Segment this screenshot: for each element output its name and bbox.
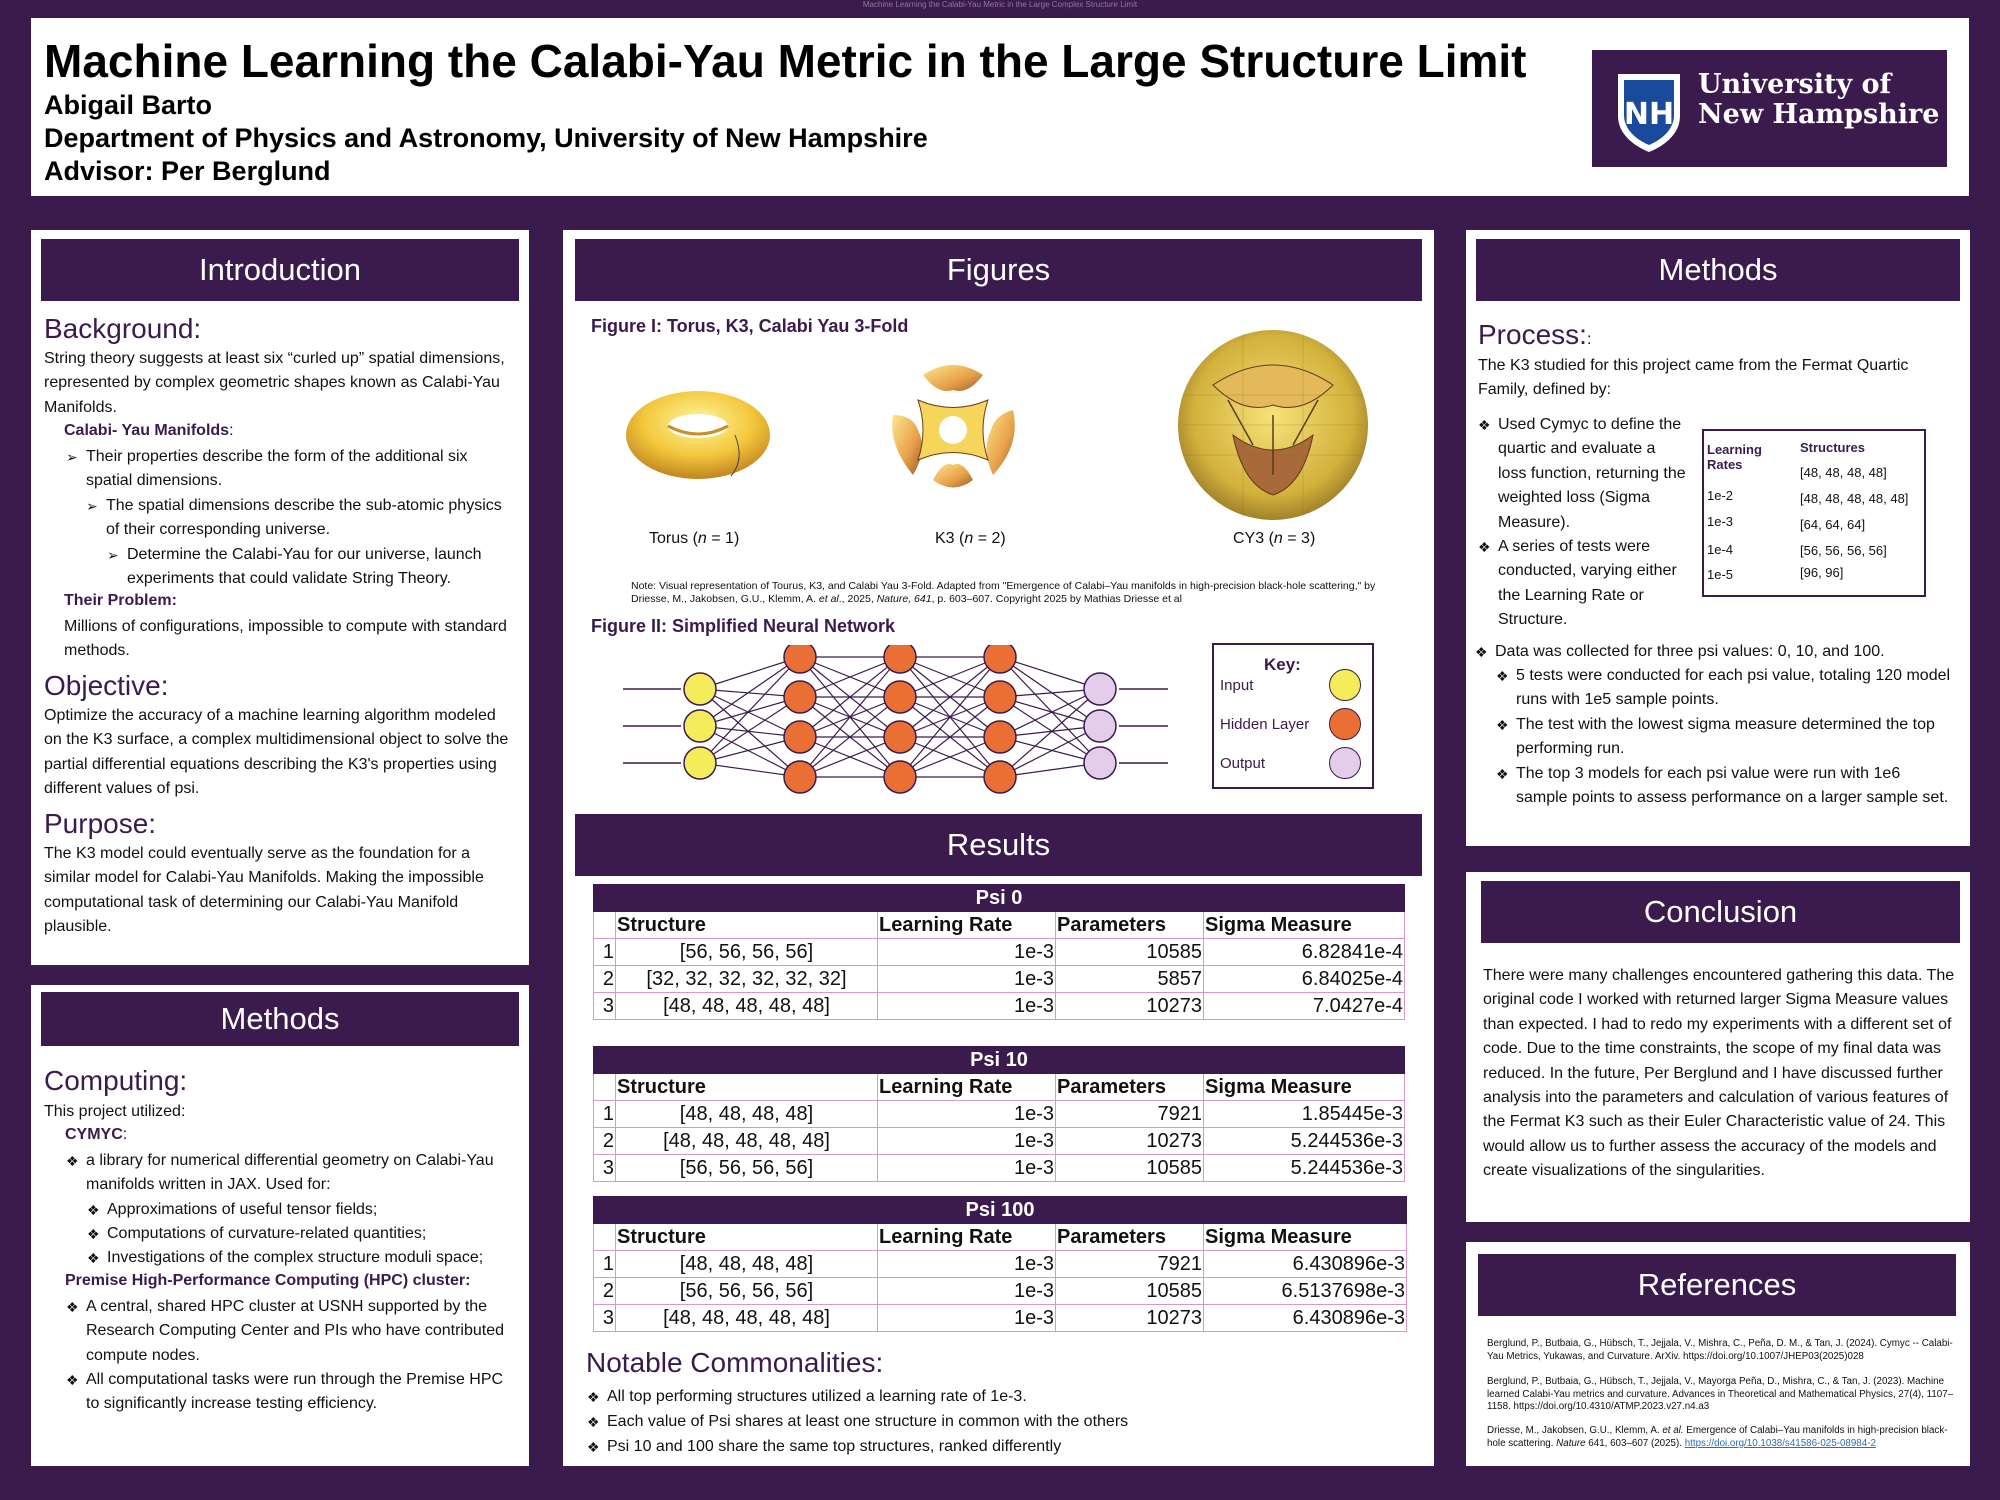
- structures-header: Structures: [1800, 440, 1866, 455]
- sigma-cell: 5.244536e-3: [1204, 1128, 1405, 1155]
- column-header: Structure: [616, 1074, 878, 1101]
- notable-heading: Notable Commonalities:: [586, 1347, 884, 1378]
- key-hidden-label: Hidden Layer: [1220, 716, 1310, 733]
- nn-hidden-node: [984, 761, 1016, 793]
- nn-hidden-node: [784, 681, 816, 713]
- key-output-swatch: [1329, 747, 1361, 779]
- cymyc-bullet: ❖ a library for numerical differential geometry on Calabi-Yau manifolds written in JAX. Used for:: [86, 1149, 516, 1198]
- sigma-cell: 5.244536e-3: [1204, 1155, 1405, 1182]
- column-header: Learning Rate: [878, 912, 1056, 939]
- parameters-cell: 10273: [1056, 1305, 1204, 1332]
- learning-rate-cell: 1e-3: [878, 939, 1056, 966]
- process-bullet-2: ❖ A series of tests were conducted, varying either the Learning Rate or Structure.: [1498, 535, 1688, 633]
- cy-colon: :: [229, 422, 234, 439]
- structure-cell: [56, 56, 56, 56]: [616, 1155, 878, 1182]
- row-index: 1: [594, 1251, 616, 1278]
- intro-bullet-2: ➢ The spatial dimensions describe the sub-atomic physics of their corresponding universe.: [106, 494, 516, 543]
- diamond-bullet-icon: ❖: [66, 1299, 79, 1315]
- department: Department of Physics and Astronomy, University of New Hampshire: [44, 123, 928, 153]
- sigma-cell: 6.5137698e-3: [1204, 1278, 1407, 1305]
- author: Abigail Barto: [44, 90, 213, 120]
- row-index: 2: [594, 966, 616, 993]
- structure-value: [64, 64, 64]: [1800, 517, 1866, 532]
- references-panel: [1466, 1242, 1970, 1466]
- diamond-bullet-icon: ❖: [87, 1226, 100, 1242]
- parameters-cell: 5857: [1056, 966, 1204, 993]
- cymyc-sub-1: ❖ Approximations of useful tensor fields;: [107, 1198, 517, 1222]
- structure-value: [48, 48, 48, 48]: [1800, 465, 1887, 480]
- table-title: Psi 10: [594, 1047, 1405, 1074]
- parameters-cell: 7921: [1056, 1251, 1204, 1278]
- table-row: [594, 1155, 1405, 1182]
- nn-output-node: [1084, 710, 1116, 742]
- structure-cell: [48, 48, 48, 48, 48]: [616, 1128, 878, 1155]
- nn-hidden-node: [984, 721, 1016, 753]
- parameters-cell: 10273: [1056, 993, 1204, 1020]
- table-row: [594, 1101, 1405, 1128]
- introduction-panel: [31, 230, 529, 965]
- structure-cell: [48, 48, 48, 48]: [616, 1101, 878, 1128]
- sigma-cell: 6.430896e-3: [1204, 1251, 1407, 1278]
- diamond-bullet-icon: ❖: [587, 1414, 600, 1430]
- results-table-psi0: [593, 884, 1405, 1020]
- note-line1: Note: Visual representation of Tourus, K3, and Calabi Yau 3-Fold. Adapted from "Emergence of Calabi–Yau manifolds in high-precision black-hole scattering," by: [631, 580, 1376, 592]
- notable-bullet-1: ❖ All top performing structures utilized a learning rate of 1e-3.: [607, 1385, 1407, 1409]
- torus-image: [623, 380, 773, 490]
- structure-cell: [56, 56, 56, 56]: [616, 1278, 878, 1305]
- reference-3-link[interactable]: https://doi.org/10.1038/s41586-025-08984-2: [1684, 1437, 1876, 1449]
- diamond-bullet-icon: ❖: [87, 1202, 100, 1218]
- figures-results-panel: [563, 230, 1434, 1466]
- reference-2: Berglund, P., Butbaia, G., Hübsch, T., Jejjala, V., Mayorga Peña, D., Mishra, C., & Tan, J. (2023). Machine learned Calabi-Yau metrics and curvature. Advances in Theoretical and Mathematical Physics, 27(4), 1107–1158. https://doi.org/10.4310/ATMP.2023.v27.n4.a3: [1487, 1376, 1954, 1412]
- index-header: [594, 1224, 616, 1251]
- process-sub-1: ❖ 5 tests were conducted for each psi value, totaling 120 model runs with 1e5 sample points.: [1516, 664, 1956, 713]
- structure-cell: [48, 48, 48, 48, 48]: [616, 993, 878, 1020]
- purpose-heading: Purpose:: [44, 808, 157, 839]
- k3-label: K3 (n = 2): [935, 530, 1006, 547]
- nn-output-node: [1084, 747, 1116, 779]
- nn-key: [1212, 643, 1374, 789]
- diamond-bullet-icon: ❖: [1478, 539, 1491, 555]
- reference-3: Driesse, M., Jakobsen, G.U., Klemm, A. et al. Emergence of Calabi–Yau manifolds in high-precision black-hole scattering. Nature 641, 603–607 (2025). https://doi.org/10.1038/s41586-025-08984-2: [1487, 1425, 1948, 1449]
- structure-cell: [56, 56, 56, 56]: [616, 939, 878, 966]
- results-table-psi10: [593, 1046, 1405, 1182]
- table-title: Psi 100: [594, 1197, 1407, 1224]
- intro-bullet-3: ➢ Determine the Calabi-Yau for our universe, launch experiments that could validate String Theory.: [127, 543, 517, 592]
- k3-image: [883, 355, 1023, 500]
- process-heading: [1478, 319, 1591, 351]
- process-sub-3: ❖ The top 3 models for each psi value were run with 1e6 sample points to assess performance on a larger sample set.: [1516, 762, 1956, 811]
- key-title: Key:: [1264, 655, 1301, 674]
- parameters-cell: 10585: [1056, 1278, 1204, 1305]
- results-table-psi100: [593, 1196, 1407, 1332]
- cymyc-label-text: CYMYC: [65, 1126, 123, 1143]
- figure1-note: [631, 580, 1421, 606]
- process-heading-text: Process:: [1478, 319, 1587, 350]
- row-index: 3: [594, 993, 616, 1020]
- introduction-header: Introduction: [41, 239, 519, 301]
- row-index: 3: [594, 1155, 616, 1182]
- table-row: [594, 1128, 1405, 1155]
- arrow-icon: ➢: [66, 449, 78, 465]
- table-title: Psi 0: [594, 885, 1405, 912]
- diamond-bullet-icon: ❖: [66, 1372, 79, 1388]
- hpc-bullet-1: ❖ A central, shared HPC cluster at USNH supported by the Research Computing Center and PIs who have contributed compute nodes.: [86, 1295, 516, 1368]
- table-row: [594, 993, 1405, 1020]
- index-header: [594, 912, 616, 939]
- background-heading: Background:: [44, 313, 202, 344]
- nn-hidden-node: [784, 761, 816, 793]
- sigma-cell: 6.82841e-4: [1204, 939, 1405, 966]
- lr-value: 1e-3: [1707, 514, 1734, 529]
- objective-heading: Objective:: [44, 670, 169, 701]
- process-text: The K3 studied for this project came from the Fermat Quartic Family, defined by:: [1478, 357, 1909, 399]
- column-header: Parameters: [1056, 912, 1204, 939]
- background-text: String theory suggests at least six “curled up” spatial dimensions, represented by complex geometric shapes known as Calabi-Yau Manifolds.: [44, 350, 505, 416]
- lr-value: 1e-5: [1707, 567, 1734, 582]
- references-header: References: [1478, 1254, 1956, 1316]
- learning-rate-cell: 1e-3: [878, 993, 1056, 1020]
- row-index: 3: [594, 1305, 616, 1332]
- diamond-bullet-icon: ❖: [587, 1389, 600, 1405]
- methods-computing-panel: [31, 985, 529, 1466]
- learning-rate-cell: 1e-3: [878, 966, 1056, 993]
- figures-header: Figures: [575, 239, 1422, 301]
- intro-bullet-1: ➢ Their properties describe the form of the additional six spatial dimensions.: [86, 445, 516, 494]
- computing-heading: Computing:: [44, 1065, 188, 1096]
- nn-output-node: [1084, 673, 1116, 705]
- diamond-bullet-icon: ❖: [587, 1439, 600, 1455]
- diamond-bullet-icon: ❖: [1496, 717, 1509, 733]
- lr-header: Learning Rates: [1707, 442, 1762, 472]
- parameters-cell: 10273: [1056, 1128, 1204, 1155]
- sigma-cell: 1.85445e-3: [1204, 1101, 1405, 1128]
- diamond-bullet-icon: ❖: [1478, 417, 1491, 433]
- lr-value: 1e-2: [1707, 488, 1734, 503]
- hpc-bullet-2: ❖ All computational tasks were run through the Premise HPC to significantly increase testing efficiency.: [86, 1368, 516, 1417]
- methods-right-header: Methods: [1476, 239, 1960, 301]
- process-bullet-3: ❖ Data was collected for three psi values: 0, 10, and 100.: [1495, 640, 1965, 664]
- parameters-cell: 7921: [1056, 1101, 1204, 1128]
- structure-value: [48, 48, 48, 48, 48]: [1800, 491, 1909, 506]
- row-index: 1: [594, 939, 616, 966]
- advisor: Advisor: Per Berglund: [44, 156, 331, 186]
- table-row: [594, 1251, 1407, 1278]
- learning-rate-cell: 1e-3: [878, 1305, 1056, 1332]
- key-input-label: Input: [1220, 677, 1254, 694]
- logo-line2: New Hampshire: [1698, 99, 1940, 130]
- conclusion-panel: [1466, 872, 1970, 1222]
- key-input-swatch: [1329, 669, 1361, 701]
- diamond-bullet-icon: ❖: [1475, 644, 1488, 660]
- learning-rate-cell: 1e-3: [878, 1128, 1056, 1155]
- objective-text: Optimize the accuracy of a machine learning algorithm modeled on the K3 surface, a complex multidimensional object to solve the partial differential equations describing the K3's properties using different values of psi.: [44, 707, 509, 798]
- reference-1: Berglund, P., Butbaia, G., Hübsch, T., Jejjala, V., Mishra, C., Peña, D. M., & Tan, J. (2024). Cymyc -- Calabi-Yau Metrics, Yukawas, and Curvature. ArXiv. https://doi.org/10.1007/JHEP03(2025)028: [1487, 1338, 1953, 1362]
- cymyc-colon: :: [122, 1126, 128, 1143]
- parameters-cell: 10585: [1056, 1155, 1204, 1182]
- table-row: [594, 1305, 1407, 1332]
- column-header: Sigma Measure: [1204, 1224, 1407, 1251]
- utilized-text: This project utilized:: [44, 1103, 186, 1120]
- cymyc-sub-2: ❖ Computations of curvature-related quantities;: [107, 1222, 517, 1246]
- nn-hidden-node: [784, 721, 816, 753]
- nn-hidden-node: [884, 761, 916, 793]
- diamond-bullet-icon: ❖: [1496, 766, 1509, 782]
- neural-network-diagram: [623, 645, 1223, 820]
- nn-hidden-node: [984, 645, 1016, 673]
- notable-bullet-3: ❖ Psi 10 and 100 share the same top structures, ranked differently: [607, 1435, 1407, 1459]
- notable-bullet-2: ❖ Each value of Psi shares at least one structure in common with the others: [607, 1410, 1407, 1434]
- problem-text: Millions of configurations, impossible to compute with standard methods.: [64, 618, 507, 660]
- column-header: Sigma Measure: [1204, 1074, 1405, 1101]
- column-header: Parameters: [1056, 1074, 1204, 1101]
- process-sub-2: ❖ The test with the lowest sigma measure determined the top performing run.: [1516, 713, 1956, 762]
- diamond-bullet-icon: ❖: [87, 1250, 100, 1266]
- cy-label: [64, 422, 234, 440]
- index-header: [594, 1074, 616, 1101]
- unh-shield-icon: [1616, 72, 1682, 154]
- figure2-caption: Figure II: Simplified Neural Network: [591, 616, 896, 636]
- nn-input-node: [684, 673, 716, 705]
- structure-cell: [48, 48, 48, 48, 48]: [616, 1305, 878, 1332]
- nn-input-node: [684, 710, 716, 742]
- learning-rate-cell: 1e-3: [878, 1155, 1056, 1182]
- arrow-icon: ➢: [86, 498, 98, 514]
- nn-hidden-node: [984, 681, 1016, 713]
- arrow-icon: ➢: [107, 547, 119, 563]
- torus-label: Torus (n = 1): [649, 530, 740, 547]
- cy3-image: [1173, 325, 1373, 525]
- row-index: 2: [594, 1278, 616, 1305]
- column-header: Structure: [616, 912, 878, 939]
- column-header: Sigma Measure: [1204, 912, 1405, 939]
- purpose-text: The K3 model could eventually serve as the foundation for a similar model for Calabi-Yau Manifolds. Making the impossible computational task of determining our Calabi-Yau Manifold plausible.: [44, 845, 484, 936]
- poster-header: [31, 18, 1969, 196]
- unh-logo: [1592, 50, 1947, 167]
- results-header: Results: [575, 814, 1422, 876]
- cymyc-sub-3: ❖ Investigations of the complex structure moduli space;: [107, 1246, 517, 1270]
- structure-value: [96, 96]: [1800, 565, 1844, 580]
- learning-rate-cell: 1e-3: [878, 1251, 1056, 1278]
- row-index: 1: [594, 1101, 616, 1128]
- learning-rate-cell: 1e-3: [878, 1101, 1056, 1128]
- row-index: 2: [594, 1128, 616, 1155]
- note-line2: Driesse, M., Jakobsen, G.U., Klemm, A. et al., 2025, Nature, 641, p. 603–607. Copyright 2025 by Mathias Driesse et al: [631, 593, 1182, 605]
- column-header: Parameters: [1056, 1224, 1204, 1251]
- nn-hidden-node: [884, 681, 916, 713]
- column-header: Structure: [616, 1224, 878, 1251]
- table-row: [594, 1278, 1407, 1305]
- top-caption: Machine Learning the Calabi-Yau Metric in the Large Complex Structure Limit: [862, 0, 1138, 9]
- learning-rate-cell: 1e-3: [878, 1278, 1056, 1305]
- table-row: [594, 939, 1405, 966]
- logo-line1: University of: [1698, 69, 1892, 100]
- nn-hidden-node: [784, 645, 816, 673]
- process-bullet-1: ❖ Used Cymyc to define the quartic and evaluate a loss function, returning the weighted loss (Sigma Measure).: [1498, 413, 1688, 535]
- conclusion-header: Conclusion: [1481, 881, 1960, 943]
- column-header: Learning Rate: [878, 1224, 1056, 1251]
- parameters-cell: 10585: [1056, 939, 1204, 966]
- structure-value: [56, 56, 56, 56]: [1800, 543, 1887, 558]
- poster-title: Machine Learning the Calabi-Yau Metric in the Large Structure Limit: [44, 35, 1527, 87]
- cymyc-label: [65, 1126, 127, 1144]
- hpc-label: Premise High-Performance Computing (HPC) cluster:: [65, 1272, 471, 1289]
- sigma-cell: 6.430896e-3: [1204, 1305, 1407, 1332]
- conclusion-text: There were many challenges encountered gathering this data. The original code I worked with returned larger Sigma Measure values than expected. I had to redo my experiments with a different set of code. Due to the time constraints, the scope of my final data was reduced. In the future, Per Berglund and I have discussed further analysis into the parameters and calculation of various features of the Fermat K3 such as their Euler Characteristic value of 24. This would allow us to further assess the accuracy of the models and create visualizations of the singularities.: [1483, 967, 1955, 1180]
- cy-label-text: Calabi- Yau Manifolds: [64, 422, 230, 439]
- cy3-label: CY3 (n = 3): [1233, 530, 1316, 547]
- sigma-cell: 7.0427e-4: [1204, 993, 1405, 1020]
- diamond-bullet-icon: ❖: [66, 1153, 79, 1169]
- methods-left-header: Methods: [41, 992, 519, 1046]
- logo-text: [1698, 70, 1939, 130]
- table-row: [594, 966, 1405, 993]
- nn-hidden-node: [884, 721, 916, 753]
- sigma-cell: 6.84025e-4: [1204, 966, 1405, 993]
- key-output-label: Output: [1220, 755, 1266, 772]
- column-header: Learning Rate: [878, 1074, 1056, 1101]
- problem-label: Their Problem:: [64, 592, 177, 609]
- key-hidden-swatch: [1329, 708, 1361, 740]
- nn-hidden-node: [884, 645, 916, 673]
- process-colon: :: [1586, 331, 1592, 348]
- structure-cell: [32, 32, 32, 32, 32, 32]: [616, 966, 878, 993]
- lr-structures-box: [1702, 429, 1926, 597]
- logo-mark: NH: [1623, 97, 1675, 132]
- figure1-caption: Figure I: Torus, K3, Calabi Yau 3-Fold: [591, 316, 909, 336]
- nn-input-node: [684, 747, 716, 779]
- diamond-bullet-icon: ❖: [1496, 668, 1509, 684]
- lr-value: 1e-4: [1707, 542, 1734, 557]
- structure-cell: [48, 48, 48, 48]: [616, 1251, 878, 1278]
